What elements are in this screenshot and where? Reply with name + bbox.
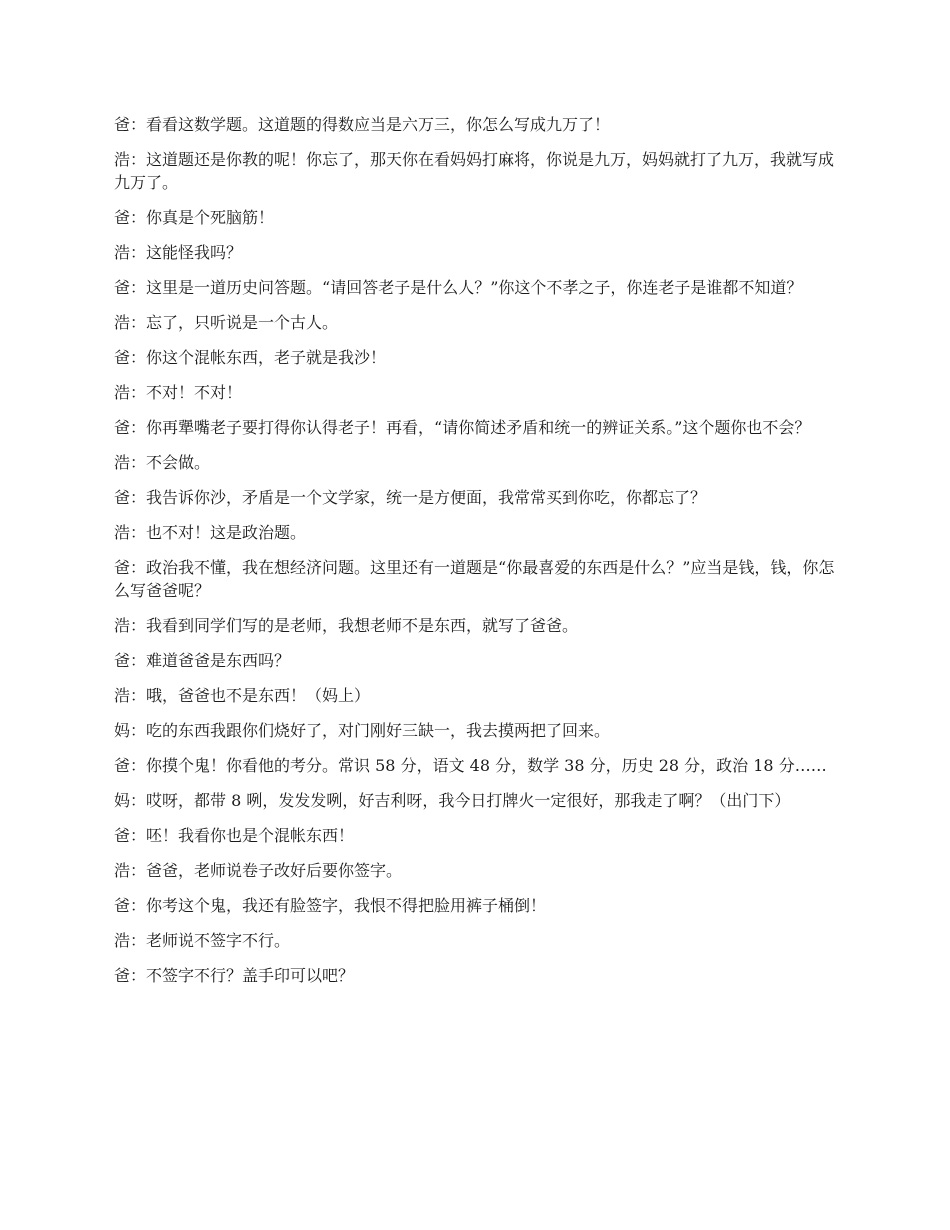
dialogue-text: 你再犟嘴老子要打得你认得老子！再看，“请你简述矛盾和统一的辨证关系。”这个题你也不会？ — [146, 418, 811, 437]
dialogue-text: 这里是一道历史问答题。“请回答老子是什么人？”你这个不孝之子，你连老子是谁都不知道？ — [146, 278, 803, 297]
speaker-name: 妈 — [114, 721, 131, 740]
speaker-name: 爸 — [114, 115, 131, 134]
dialogue-text: 不签字不行？盖手印可以吧？ — [146, 966, 355, 985]
dialogue-line — [114, 113, 838, 136]
speaker-separator: ： — [130, 243, 147, 262]
speaker-separator: ： — [130, 931, 147, 950]
speaker-name: 浩 — [114, 523, 131, 542]
speaker-separator: ： — [130, 616, 147, 635]
dialogue-line — [114, 824, 838, 847]
dialogue-text: 忘了，只听说是一个古人。 — [146, 313, 339, 332]
speaker-name: 浩 — [114, 686, 131, 705]
speaker-separator: ： — [130, 348, 147, 367]
speaker-separator: ： — [130, 115, 147, 134]
dialogue-text: 爸爸，老师说卷子改好后要你签字。 — [146, 861, 403, 880]
dialogue-line — [114, 311, 838, 334]
dialogue-line — [114, 486, 838, 509]
speaker-name: 浩 — [114, 150, 131, 169]
speaker-name: 爸 — [114, 558, 131, 577]
speaker-name: 浩 — [114, 453, 131, 472]
dialogue-line — [114, 964, 838, 987]
dialogue-line — [114, 521, 838, 544]
speaker-separator: ： — [130, 383, 147, 402]
speaker-separator: ： — [130, 896, 147, 915]
speaker-separator: ： — [130, 651, 147, 670]
speaker-name: 浩 — [114, 616, 131, 635]
speaker-name: 妈 — [114, 791, 131, 810]
dialogue-line — [114, 684, 838, 707]
dialogue-text: 哎呀，都带 8 咧，发发发咧，好吉利呀，我今日打牌火一定很好，那我走了啊？（出门下） — [146, 791, 791, 810]
dialogue-text: 你摸个鬼！你看他的考分。常识 58 分，语文 48 分，数学 38 分，历史 28 分，政治 18 分…… — [146, 756, 827, 775]
speaker-name: 爸 — [114, 756, 131, 775]
speaker-separator: ： — [130, 756, 147, 775]
dialogue-line — [114, 206, 838, 229]
speaker-separator: ： — [130, 826, 147, 845]
speaker-name: 爸 — [114, 651, 131, 670]
speaker-name: 爸 — [114, 966, 131, 985]
speaker-name: 爸 — [114, 208, 131, 227]
dialogue-text: 政治我不懂，我在想经济问题。这里还有一道题是“你最喜爱的东西是什么？”应当是钱，钱，你怎么写爸爸呢？ — [114, 558, 835, 600]
dialogue-line — [114, 241, 838, 264]
dialogue-line — [114, 789, 838, 812]
speaker-separator: ： — [130, 313, 147, 332]
dialogue-line — [114, 451, 838, 474]
speaker-name: 浩 — [114, 313, 131, 332]
dialogue-text: 难道爸爸是东西吗？ — [146, 651, 291, 670]
dialogue-text: 呸！我看你也是个混帐东西！ — [146, 826, 355, 845]
speaker-separator: ： — [130, 488, 147, 507]
dialogue-line — [114, 719, 838, 742]
dialogue-line — [114, 649, 838, 672]
dialogue-text: 也不对！这是政治题。 — [146, 523, 307, 542]
dialogue-text: 我看到同学们写的是老师，我想老师不是东西，就写了爸爸。 — [146, 616, 579, 635]
dialogue-text: 哦，爸爸也不是东西！（妈上） — [146, 686, 371, 705]
dialogue-line — [114, 929, 838, 952]
dialogue-text: 老师说不签字不行。 — [146, 931, 291, 950]
speaker-separator: ： — [130, 278, 147, 297]
dialogue-line — [114, 754, 838, 777]
dialogue-text: 你这个混帐东西，老子就是我沙！ — [146, 348, 387, 367]
dialogue-text: 这道题还是你教的呢！你忘了，那天你在看妈妈打麻将，你说是九万，妈妈就打了九万，我就写成九万了。 — [114, 150, 835, 192]
speaker-separator: ： — [130, 861, 147, 880]
dialogue-line — [114, 894, 838, 917]
dialogue-text: 你真是个死脑筋！ — [146, 208, 275, 227]
dialogue-line — [114, 276, 838, 299]
dialogue-text: 吃的东西我跟你们烧好了，对门刚好三缺一，我去摸两把了回来。 — [146, 721, 611, 740]
speaker-name: 爸 — [114, 418, 131, 437]
dialogue-line — [114, 381, 838, 404]
speaker-name: 爸 — [114, 348, 131, 367]
speaker-separator: ： — [130, 686, 147, 705]
dialogue-text: 看看这数学题。这道题的得数应当是六万三，你怎么写成九万了！ — [146, 115, 611, 134]
dialogue-text: 不会做。 — [146, 453, 211, 472]
dialogue-text: 这能怪我吗？ — [146, 243, 243, 262]
speaker-name: 浩 — [114, 243, 131, 262]
speaker-separator: ： — [130, 966, 147, 985]
speaker-name: 浩 — [114, 861, 131, 880]
speaker-separator: ： — [130, 558, 147, 577]
dialogue-line — [114, 346, 838, 369]
dialogue-text: 我告诉你沙，矛盾是一个文学家，统一是方便面，我常常买到你吃，你都忘了？ — [146, 488, 707, 507]
speaker-separator: ： — [130, 208, 147, 227]
dialogue-body — [114, 113, 838, 999]
dialogue-line — [114, 859, 838, 882]
dialogue-line — [114, 416, 838, 439]
dialogue-line — [114, 556, 838, 602]
dialogue-line — [114, 148, 838, 194]
speaker-name: 爸 — [114, 826, 131, 845]
speaker-name: 浩 — [114, 931, 131, 950]
speaker-name: 爸 — [114, 488, 131, 507]
dialogue-text: 不对！不对！ — [146, 383, 243, 402]
speaker-separator: ： — [130, 791, 147, 810]
speaker-name: 爸 — [114, 278, 131, 297]
dialogue-line — [114, 614, 838, 637]
speaker-separator: ： — [130, 150, 147, 169]
speaker-name: 爸 — [114, 896, 131, 915]
speaker-separator: ： — [130, 721, 147, 740]
speaker-separator: ： — [130, 523, 147, 542]
dialogue-text: 你考这个鬼，我还有脸签字，我恨不得把脸用裤子桶倒！ — [146, 896, 547, 915]
speaker-name: 浩 — [114, 383, 131, 402]
speaker-separator: ： — [130, 453, 147, 472]
speaker-separator: ： — [130, 418, 147, 437]
